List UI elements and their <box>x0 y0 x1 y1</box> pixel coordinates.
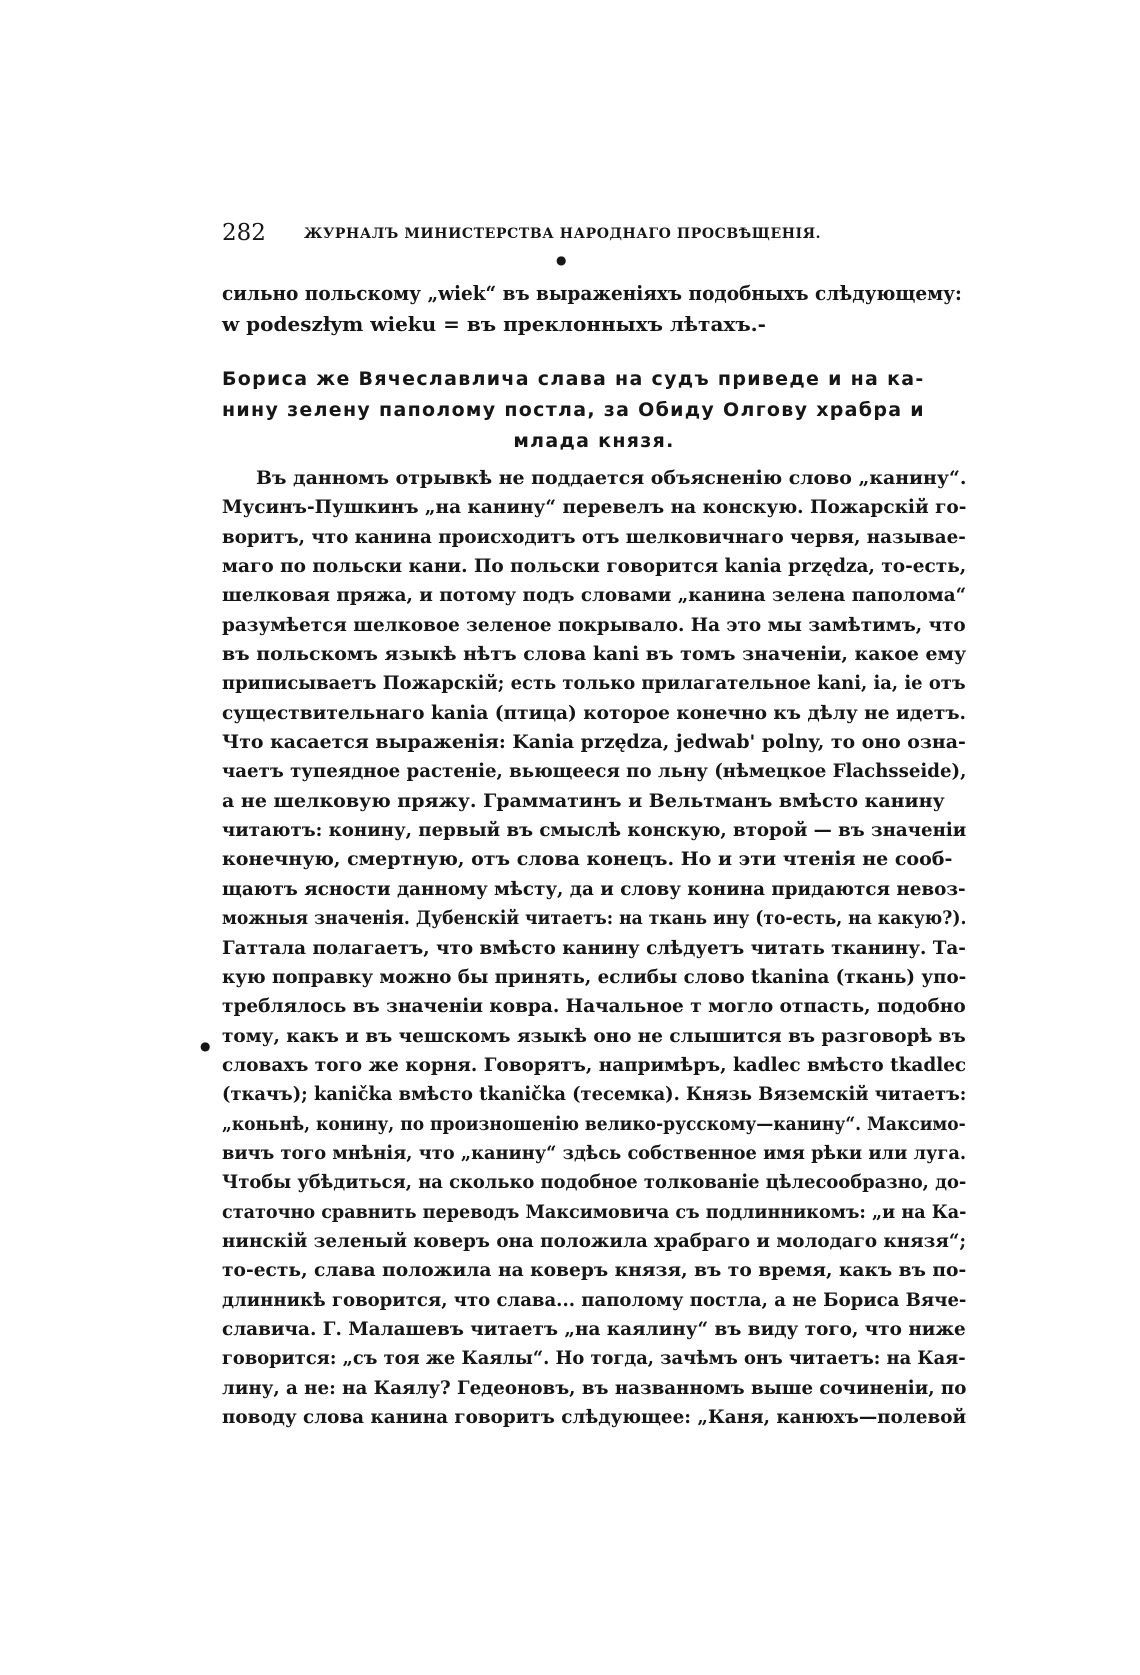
body-line: „коньнѣ, конину, по произношенію велико-русскому—канину“. Максимо- <box>222 1112 966 1135</box>
body-line: читаютъ: конину, первый въ смыслѣ конскую, второй — въ значеніи <box>222 819 966 842</box>
body-line: чаетъ тупеядное растеніе, вьющееся по льну (нѣмецкое Flachsseide), <box>222 760 966 783</box>
body-line: Мусинъ-Пушкинъ „на канину“ перевелъ на конскую. Пожарскій го- <box>222 496 966 519</box>
body-line: треблялось въ значеніи ковра. Начальное т могло отпасть, подобно <box>222 995 966 1018</box>
body-line: Въ данномъ отрывкѣ не поддается объясненію слово „канину“. <box>256 467 966 489</box>
intro-paragraph <box>222 278 962 340</box>
quote-line: млада князя. <box>513 430 675 452</box>
body-line: Что касается выраженія: Kania przędza, jedwab' polny, то оно озна- <box>222 731 966 754</box>
quoted-passage <box>222 364 966 457</box>
printer-dot-mark: ● <box>556 253 567 267</box>
body-line: славича. Г. Малашевъ читаетъ „на каялину“ въ виду того, что ниже <box>222 1317 966 1340</box>
body-line: въ польскомъ языкѣ нѣтъ слова kani въ томъ значеніи, какое ему <box>222 643 966 666</box>
quote-line: нину зелену паполому постла, за Обиду Олгову храбра и <box>222 399 925 421</box>
body-line: приписываетъ Пожарскій; есть только прилагательное kani, ia, ie отъ <box>222 672 966 695</box>
intro-line: сильно польскому „wiek“ въ выраженіяхъ подобныхъ слѣдующему: <box>222 281 962 305</box>
body-line: шелковая пряжа, и потому подъ словами „канина зелена паполома“ <box>222 584 966 607</box>
body-line: конечную, смертную, отъ слова конецъ. Но и эти чтенія не сооб- <box>222 848 953 871</box>
body-line: лину, а не: на Каялу? Гедеоновъ, въ названномъ выше сочиненіи, по <box>222 1376 966 1399</box>
page-number: 282 <box>222 220 266 246</box>
body-line: поводу слова канина говоритъ слѣдующее: „Каня, канюхъ—полевой <box>222 1406 966 1428</box>
body-line: можныя значенія. Дубенскій читаетъ: на ткань ину (то-есть, на какую?). <box>222 907 966 930</box>
body-line: статочно сравнить переводъ Максимовича съ подлинникомъ: „и на Ка- <box>222 1200 966 1223</box>
body-line: словахъ того же корня. Говорятъ, напримѣръ, kadlec вмѣсто tkadlec <box>222 1053 966 1076</box>
body-line: щаютъ ясности данному мѣсту, да и слову конина придаются невоз- <box>222 877 966 900</box>
quote-line: Бориса же Вячеславлича слава на судъ приведе и на ка- <box>222 368 925 390</box>
commentary-paragraph <box>222 464 966 1432</box>
body-line: говорится: „съ тоя же Каялы“. Но тогда, зачѣмъ онъ читаетъ: на Кая- <box>222 1347 966 1370</box>
body-line: Чтобы убѣдиться, на сколько подобное толкованіе цѣлесообразно, до- <box>222 1171 966 1194</box>
margin-dot-mark: ● <box>200 1039 211 1053</box>
body-line: тому, какъ и въ чешскомъ языкѣ оно не слышится въ разговорѣ въ <box>222 1024 966 1047</box>
body-line: маго по польски кани. По польски говорится kania przędza, то-есть, <box>222 555 966 578</box>
body-line: длинникѣ говорится, что слава... паполому постла, а не Бориса Вяче- <box>222 1288 966 1311</box>
body-line: вичъ того мнѣнія, что „канину“ здѣсь собственное имя рѣки или луга. <box>222 1141 966 1164</box>
body-line: существительнаго kania (птица) которое конечно къ дѣлу не идетъ. <box>222 701 966 724</box>
intro-line: w podeszłym wieku = въ преклонныхъ лѣтахъ.- <box>222 312 766 336</box>
page-header <box>222 220 962 250</box>
body-line: то-есть, слава положила на коверъ князя, въ то время, какъ въ по- <box>222 1259 966 1282</box>
body-line: Гаттала полагаетъ, что вмѣсто канину слѣдуетъ читать тканину. Та- <box>222 936 966 959</box>
body-line: нинскій зеленый коверъ она положила храбраго и молодаго князя“; <box>222 1229 966 1252</box>
body-line: а не шелковую пряжу. Грамматинъ и Вельтманъ вмѣсто канину <box>222 789 945 812</box>
body-line: разумѣется шелковое зеленое покрывало. На это мы замѣтимъ, что <box>222 613 966 636</box>
body-line: (ткачъ); kanička вмѣсто tkanička (тесемка). Князь Вяземскій читаетъ: <box>222 1083 966 1106</box>
running-title: ЖУРНАЛЪ МИНИСТЕРСТВА НАРОДНАГО ПРОСВѢЩЕНІЯ. <box>304 226 822 242</box>
body-line: воритъ, что канина происходитъ отъ шелковичнаго червя, называе- <box>222 525 966 548</box>
body-line: кую поправку можно бы принять, еслибы слово tkanina (ткань) упо- <box>222 965 966 988</box>
